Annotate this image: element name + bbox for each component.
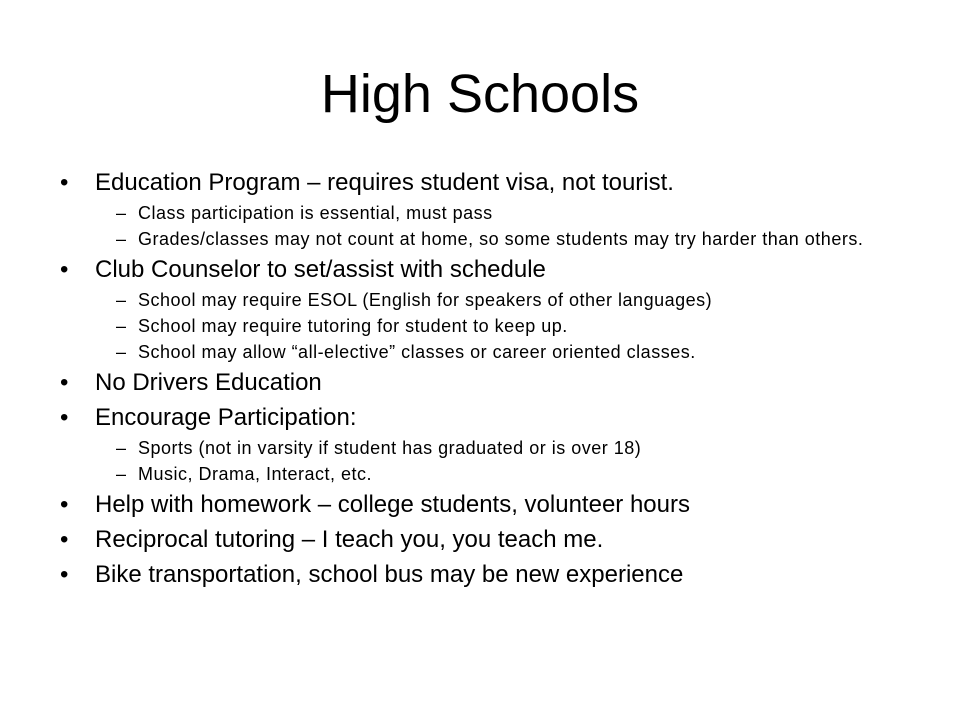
sub-bullet-marker: – <box>116 464 127 484</box>
sub-bullet-text: Sports (not in varsity if student has graduated or is over 18) <box>138 438 642 458</box>
sub-bullet-text: School may allow “all-elective” classes or career oriented classes. <box>138 342 696 362</box>
sub-bullet-text: Music, Drama, Interact, etc. <box>138 464 373 484</box>
bullet-marker: • <box>60 169 69 196</box>
sub-bullet-marker: – <box>116 203 127 223</box>
bullet-marker: • <box>60 561 69 588</box>
sub-bullet-item <box>60 342 890 362</box>
slide-title: High Schools <box>320 64 640 124</box>
sub-bullet-text: School may require tutoring for student to keep up. <box>138 316 568 336</box>
bullet-marker: • <box>60 256 69 283</box>
bullet-marker: • <box>60 526 69 553</box>
sub-bullet-list <box>60 290 890 362</box>
bullet-text: Reciprocal tutoring – I teach you, you teach me. <box>95 526 604 553</box>
bullet-text: Bike transportation, school bus may be new experience <box>95 561 684 588</box>
bullet-text: Club Counselor to set/assist with schedule <box>95 256 546 283</box>
bullet-item <box>60 368 890 397</box>
sub-bullet-item <box>60 229 890 249</box>
sub-bullet-marker: – <box>116 290 127 310</box>
sub-bullet-text: Grades/classes may not count at home, so some students may try harder than others. <box>138 229 864 249</box>
bullet-marker: • <box>60 369 69 396</box>
bullet-text: Encourage Participation: <box>95 404 357 431</box>
sub-bullet-item <box>60 203 890 223</box>
sub-bullet-item <box>60 438 890 458</box>
bullet-marker: • <box>60 491 69 518</box>
bullet-item <box>60 403 890 432</box>
sub-bullet-text: School may require ESOL (English for speakers of other languages) <box>138 290 713 310</box>
sub-bullet-text: Class participation is essential, must pass <box>138 203 493 223</box>
bullet-list <box>60 168 890 595</box>
sub-bullet-marker: – <box>116 316 127 336</box>
bullet-item <box>60 490 890 519</box>
sub-bullet-item <box>60 290 890 310</box>
bullet-text: No Drivers Education <box>95 369 322 396</box>
bullet-text: Help with homework – college students, volunteer hours <box>95 491 690 518</box>
bullet-item <box>60 525 890 554</box>
bullet-item <box>60 168 890 197</box>
sub-bullet-marker: – <box>116 438 127 458</box>
bullet-text: Education Program – requires student visa, not tourist. <box>95 169 674 196</box>
bullet-marker: • <box>60 404 69 431</box>
sub-bullet-item <box>60 316 890 336</box>
sub-bullet-marker: – <box>116 229 127 249</box>
sub-bullet-list <box>60 438 890 484</box>
sub-bullet-item <box>60 464 890 484</box>
bullet-item <box>60 560 890 589</box>
sub-bullet-list <box>60 203 890 249</box>
sub-bullet-marker: – <box>116 342 127 362</box>
bullet-item <box>60 255 890 284</box>
